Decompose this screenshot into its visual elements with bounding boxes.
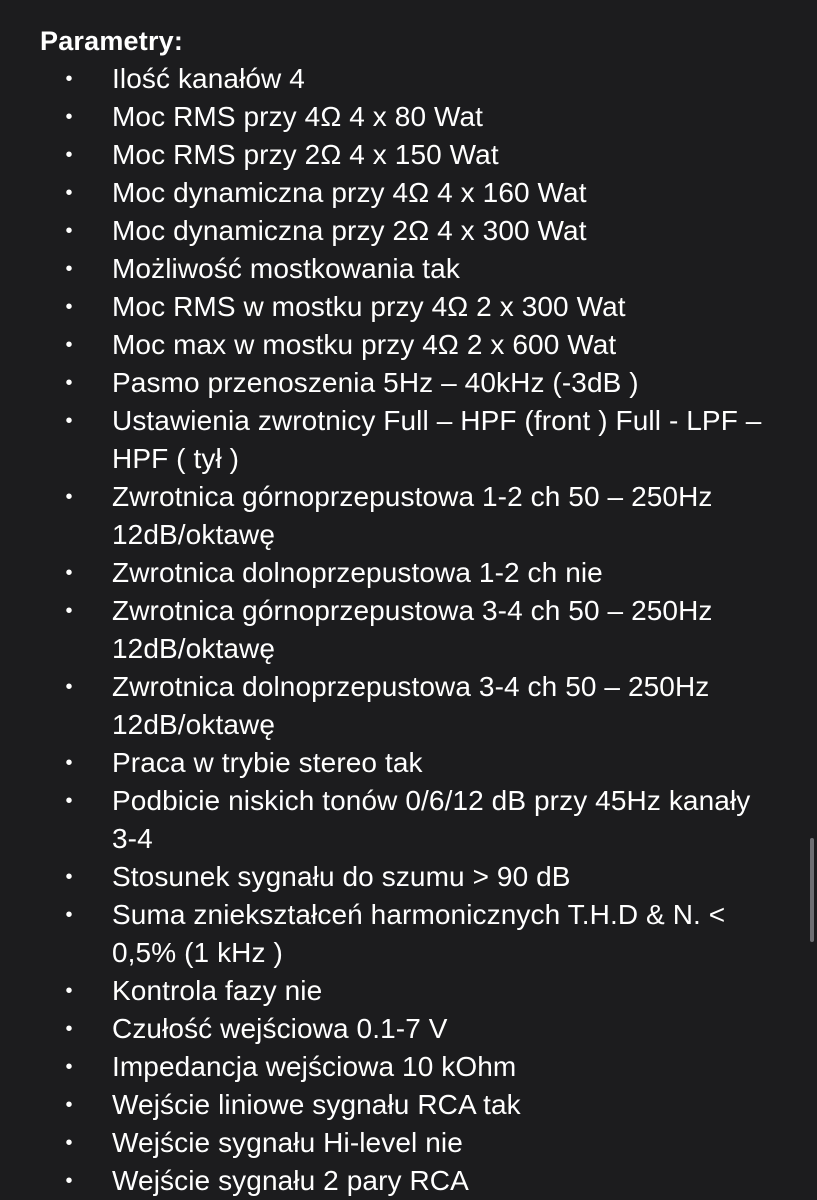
list-item-text: Zwrotnica dolnoprzepustowa 1-2 ch nie: [112, 557, 603, 588]
list-item-text: Impedancja wejściowa 10 kOhm: [112, 1051, 517, 1082]
bullet-icon: •: [65, 562, 73, 584]
bullet-icon: •: [65, 68, 73, 90]
list-item-text: Praca w trybie stereo tak: [112, 747, 423, 778]
list-item: [40, 60, 777, 98]
bullet-icon: •: [65, 676, 73, 698]
bullet-icon: •: [65, 410, 73, 432]
bullet-icon: •: [65, 790, 73, 812]
list-item: [40, 1010, 777, 1048]
bullet-icon: •: [65, 144, 73, 166]
list-item-text: Czułość wejściowa 0.1-7 V: [112, 1013, 448, 1044]
list-item-text: Podbicie niskich tonów 0/6/12 dB przy 45Hz kanały 3-4: [112, 785, 751, 854]
list-item: [40, 554, 777, 592]
bullet-icon: •: [65, 1056, 73, 1078]
bullet-icon: •: [65, 106, 73, 128]
bullet-icon: •: [65, 1094, 73, 1116]
bullet-icon: •: [65, 258, 73, 280]
list-item: [40, 364, 777, 402]
list-item-text: Moc RMS przy 2Ω 4 x 150 Wat: [112, 139, 499, 170]
list-item-text: Moc dynamiczna przy 2Ω 4 x 300 Wat: [112, 215, 587, 246]
list-item-text: Moc max w mostku przy 4Ω 2 x 600 Wat: [112, 329, 617, 360]
list-item: [40, 136, 777, 174]
list-item-text: Możliwość mostkowania tak: [112, 253, 460, 284]
list-item: [40, 1048, 777, 1086]
bullet-icon: •: [65, 182, 73, 204]
bullet-icon: •: [65, 220, 73, 242]
list-item-text: Pasmo przenoszenia 5Hz – 40kHz (-3dB ): [112, 367, 639, 398]
list-item-text: Kontrola fazy nie: [112, 975, 323, 1006]
list-item: [40, 896, 777, 972]
spec-list: [40, 60, 777, 1200]
bullet-icon: •: [65, 372, 73, 394]
spec-document: [40, 22, 777, 1200]
bullet-icon: •: [65, 1018, 73, 1040]
list-item: [40, 326, 777, 364]
list-item-text: Zwrotnica dolnoprzepustowa 3-4 ch 50 – 250Hz 12dB/oktawę: [112, 671, 710, 740]
list-item-text: Wejście liniowe sygnału RCA tak: [112, 1089, 521, 1120]
list-item: [40, 1124, 777, 1162]
bullet-icon: •: [65, 1170, 73, 1192]
list-item: [40, 288, 777, 326]
list-item: [40, 1162, 777, 1200]
list-item: [40, 402, 777, 478]
list-item: [40, 1086, 777, 1124]
list-item: [40, 174, 777, 212]
list-item: [40, 858, 777, 896]
bullet-icon: •: [65, 904, 73, 926]
list-item-text: Ilość kanałów 4: [112, 63, 305, 94]
list-item: [40, 744, 777, 782]
bullet-icon: •: [65, 334, 73, 356]
list-item-text: Stosunek sygnału do szumu > 90 dB: [112, 861, 571, 892]
list-item: [40, 592, 777, 668]
list-item-text: Moc dynamiczna przy 4Ω 4 x 160 Wat: [112, 177, 587, 208]
bullet-icon: •: [65, 866, 73, 888]
list-item: [40, 972, 777, 1010]
list-item-text: Suma zniekształceń harmonicznych T.H.D & N. < 0,5% (1 kHz ): [112, 899, 726, 968]
section-heading: Parametry:: [40, 26, 184, 56]
bullet-icon: •: [65, 486, 73, 508]
list-item: [40, 668, 777, 744]
list-item: [40, 98, 777, 136]
list-item-text: Moc RMS w mostku przy 4Ω 2 x 300 Wat: [112, 291, 626, 322]
list-item-text: Zwrotnica górnoprzepustowa 1-2 ch 50 – 250Hz 12dB/oktawę: [112, 481, 713, 550]
bullet-icon: •: [65, 296, 73, 318]
list-item-text: Wejście sygnału Hi-level nie: [112, 1127, 463, 1158]
list-item-text: Moc RMS przy 4Ω 4 x 80 Wat: [112, 101, 484, 132]
list-item: [40, 782, 777, 858]
bullet-icon: •: [65, 980, 73, 1002]
list-item-text: Zwrotnica górnoprzepustowa 3-4 ch 50 – 250Hz 12dB/oktawę: [112, 595, 713, 664]
list-item-text: Wejście sygnału 2 pary RCA: [112, 1165, 469, 1196]
bullet-icon: •: [65, 1132, 73, 1154]
list-item: [40, 212, 777, 250]
vertical-scrollbar[interactable]: [810, 838, 814, 942]
bullet-icon: •: [65, 600, 73, 622]
bullet-icon: •: [65, 752, 73, 774]
list-item: [40, 250, 777, 288]
list-item: [40, 478, 777, 554]
list-item-text: Ustawienia zwrotnicy Full – HPF (front ) Full - LPF – HPF ( tył ): [112, 405, 762, 474]
